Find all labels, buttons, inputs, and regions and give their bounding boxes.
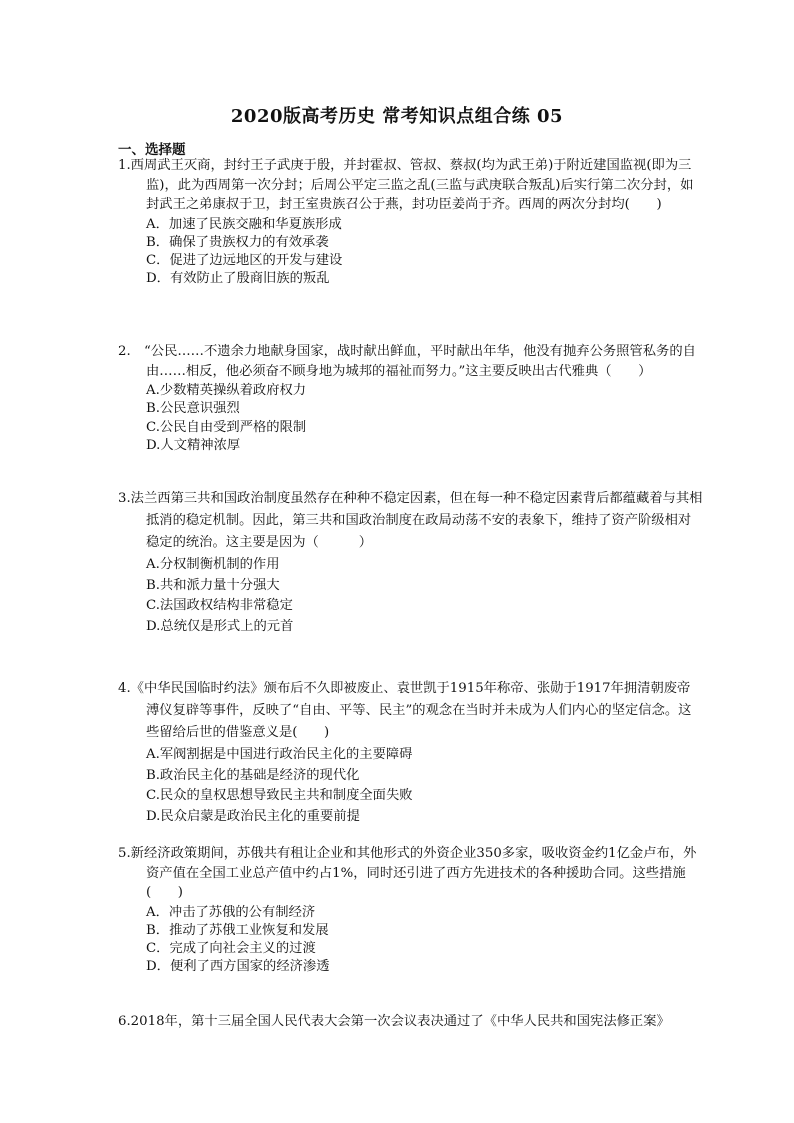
question-5: [118, 844, 703, 977]
question-stem: 2. “公民……不遗余力地献身国家，战时献出鲜血，平时献出年华，他没有抛弃公务照管私务的自由……相反，他必须奋不顾身地为城邦的福祉而努力。”这主要反映出古代雅典（ ）: [118, 344, 696, 379]
option-list: [146, 382, 703, 455]
option-a: A．冲击了苏俄的公有制经济: [146, 904, 316, 920]
question-stem: 3.法兰西第三共和国政治制度虽然存在种种不稳定因素，但在每一种不稳定因素背后都蕴藏着与其相抵消的稳定机制。因此，第三共和国政治制度在政局动荡不安的表象下，维持了资产阶级相对稳定的统治。这主要是因为（ ）: [118, 491, 703, 550]
option-c: C.民众的皇权思想导致民主共和制度全面失败: [146, 788, 413, 803]
option-list: [146, 216, 703, 289]
question-1: [118, 156, 703, 289]
question-2: [118, 342, 703, 455]
section-heading: 一、选择题: [118, 142, 186, 158]
question-6: [118, 1012, 703, 1032]
option-c: C．促进了边远地区的开发与建设: [146, 253, 343, 269]
option-d: D.总统仅是形式上的元首: [146, 618, 294, 634]
option-b: B.政治民主化的基础是经济的现代化: [146, 767, 360, 783]
option-list: [146, 745, 703, 827]
option-c: C.法国政权结构非常稳定: [146, 598, 293, 613]
question-stem: 1.西周武王灭商，封纣王子武庚于殷，并封霍叔、管叔、蔡叔(均为武王弟)于附近建国监视(即为三监)，此为西周第一次分封；后周公平定三监之乱(三监与武庚联合叛乱)后实行第二次分封，如封武王之弟康叔于卫，封王室贵族召公于燕，封功臣姜尚于齐。西周的两次分封均( ): [118, 158, 694, 212]
option-b: B．推动了苏俄工业恢复和发展: [146, 922, 329, 938]
option-b: B．确保了贵族权力的有效承袭: [146, 234, 329, 250]
option-d: D.民众启蒙是政治民主化的重要前提: [146, 808, 360, 824]
option-list: [146, 555, 703, 637]
option-b: B.公民意识强烈: [146, 401, 240, 417]
option-d: D.人文精神浓厚: [146, 437, 241, 453]
option-c: C.公民自由受到严格的限制: [146, 419, 307, 435]
question-stem: 4.《中华民国临时约法》颁布后不久即被废止、袁世凯于1915年称帝、张勋于1917年拥清朝废帝溥仪复辟等事件，反映了“自由、平等、民主”的观念在当时并未成为人们内心的坚定信念。这些留给后世的借鉴意义是( ): [118, 681, 692, 740]
option-a: A．加速了民族交融和华夏族形成: [146, 216, 342, 232]
question-3: [118, 488, 703, 637]
option-a: A.少数精英操纵着政府权力: [146, 383, 307, 398]
question-stem: 6.2018年，第十三届全国人民代表大会第一次会议表决通过了《中华人民共和国宪法修正案》: [118, 1014, 670, 1029]
document-title: 2020版高考历史 常考知识点组合练 05: [230, 106, 564, 127]
option-c: C．完成了向社会主义的过渡: [146, 941, 316, 957]
option-a: A.分权制衡机制的作用: [146, 557, 280, 572]
option-d: D．便利了西方国家的经济渗透: [146, 959, 330, 975]
option-list: [146, 904, 703, 977]
option-b: B.共和派力量十分强大: [146, 577, 280, 593]
question-4: [118, 678, 703, 827]
question-stem: 5.新经济政策期间，苏俄共有租让企业和其他形式的外资企业350多家，吸收资金约1亿金卢布，外资产值在全国工业总产值中约占1%，同时还引进了西方先进技术的各种援助合同。这些措施( ): [118, 846, 697, 900]
option-d: D．有效防止了殷商旧族的叛乱: [146, 271, 330, 287]
option-a: A.军阀割据是中国进行政治民主化的主要障碍: [146, 747, 413, 762]
